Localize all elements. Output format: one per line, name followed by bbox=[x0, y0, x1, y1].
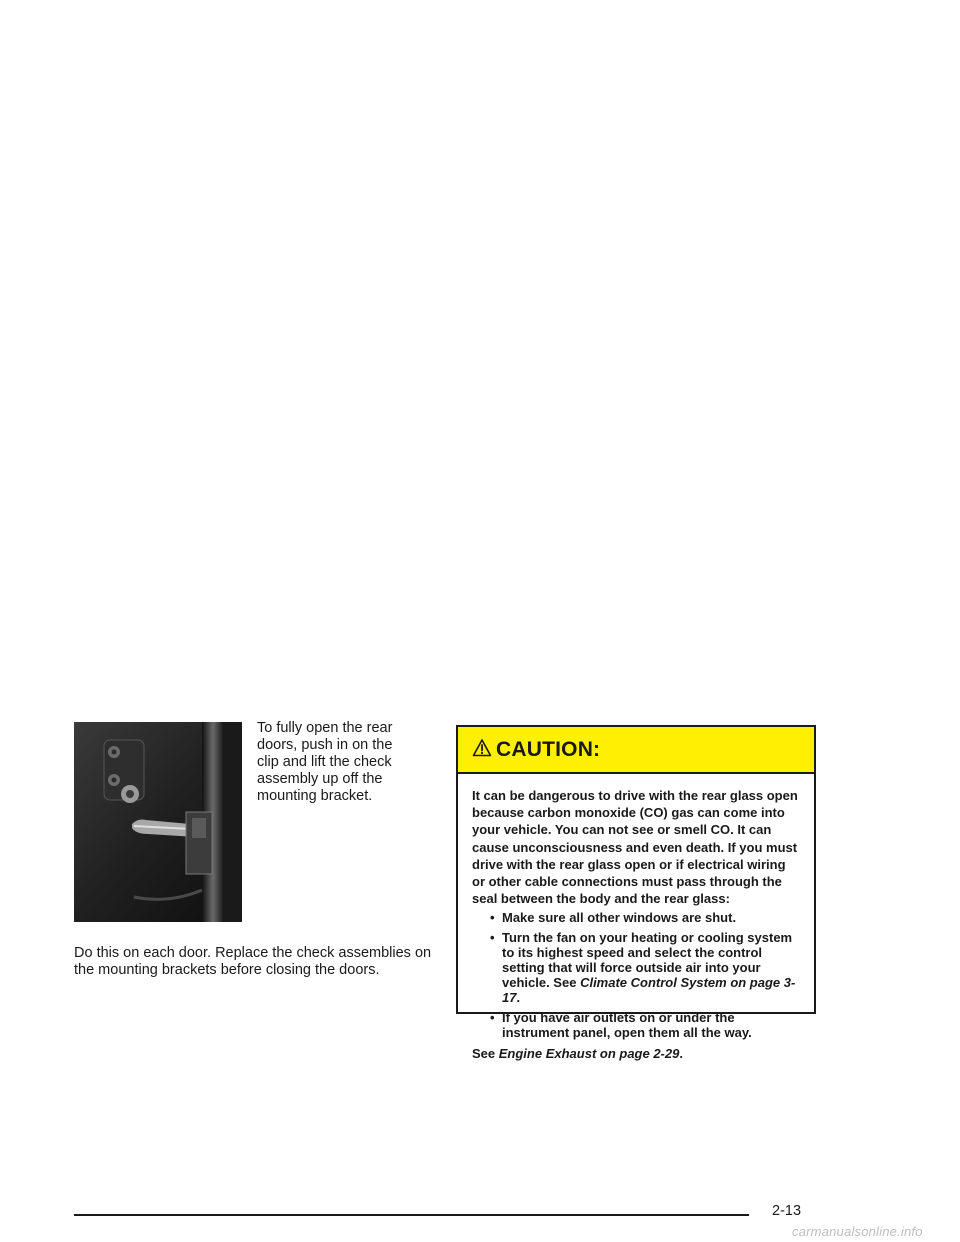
caution-bullet: • Turn the fan on your heating or cooling system to its highest speed and select the control setting that will force outside air into your vehicle. See Climate Control System on page 3-17. bbox=[490, 930, 796, 1006]
bullet-dot-icon: • bbox=[490, 1010, 495, 1026]
caution-bullet: • Make sure all other windows are shut. bbox=[490, 910, 737, 926]
caution-box bbox=[456, 725, 816, 1062]
caution-bullet: • If you have air outlets on or under the instrument panel, open them all the way. bbox=[490, 1010, 752, 1041]
climate-control-link[interactable]: Climate Control System on page 3-17 bbox=[502, 975, 796, 1006]
caution-paragraph: It can be dangerous to drive with the rear glass open because carbon monoxide (CO) gas can come into your vehicle. You can not see or smell CO. It can cause unconsciousness and even death. If you must drive with the rear glass open or if electrical wiring or other cable connections must pass through the seal between the body and the rear glass: bbox=[472, 788, 798, 907]
see-also-line: See Engine Exhaust on page 2-29. bbox=[472, 1046, 683, 1062]
bullet-dot-icon: • bbox=[490, 930, 495, 946]
bullet-dot-icon: • bbox=[490, 910, 495, 926]
door-check-illustration bbox=[74, 722, 242, 922]
engine-exhaust-link[interactable]: Engine Exhaust on page 2-29 bbox=[498, 1046, 680, 1062]
caution-title: CAUTION: bbox=[496, 737, 601, 761]
page-number: 2-13 bbox=[772, 1203, 802, 1219]
followup-instructions: Do this on each door. Replace the check assemblies on the mounting brackets before closing the doors. bbox=[74, 945, 432, 978]
door-check-photo bbox=[74, 722, 242, 922]
caution-body bbox=[458, 774, 814, 1063]
warning-triangle-icon bbox=[472, 738, 492, 758]
watermark: carmanualsonline.info bbox=[792, 1224, 923, 1239]
caution-bullet-list bbox=[472, 910, 802, 1040]
footer-rule bbox=[74, 1214, 749, 1216]
caution-header bbox=[458, 727, 814, 774]
intro-instructions: To fully open the rear doors, push in on the clip and lift the check assembly up off the mounting bracket. bbox=[257, 720, 393, 804]
